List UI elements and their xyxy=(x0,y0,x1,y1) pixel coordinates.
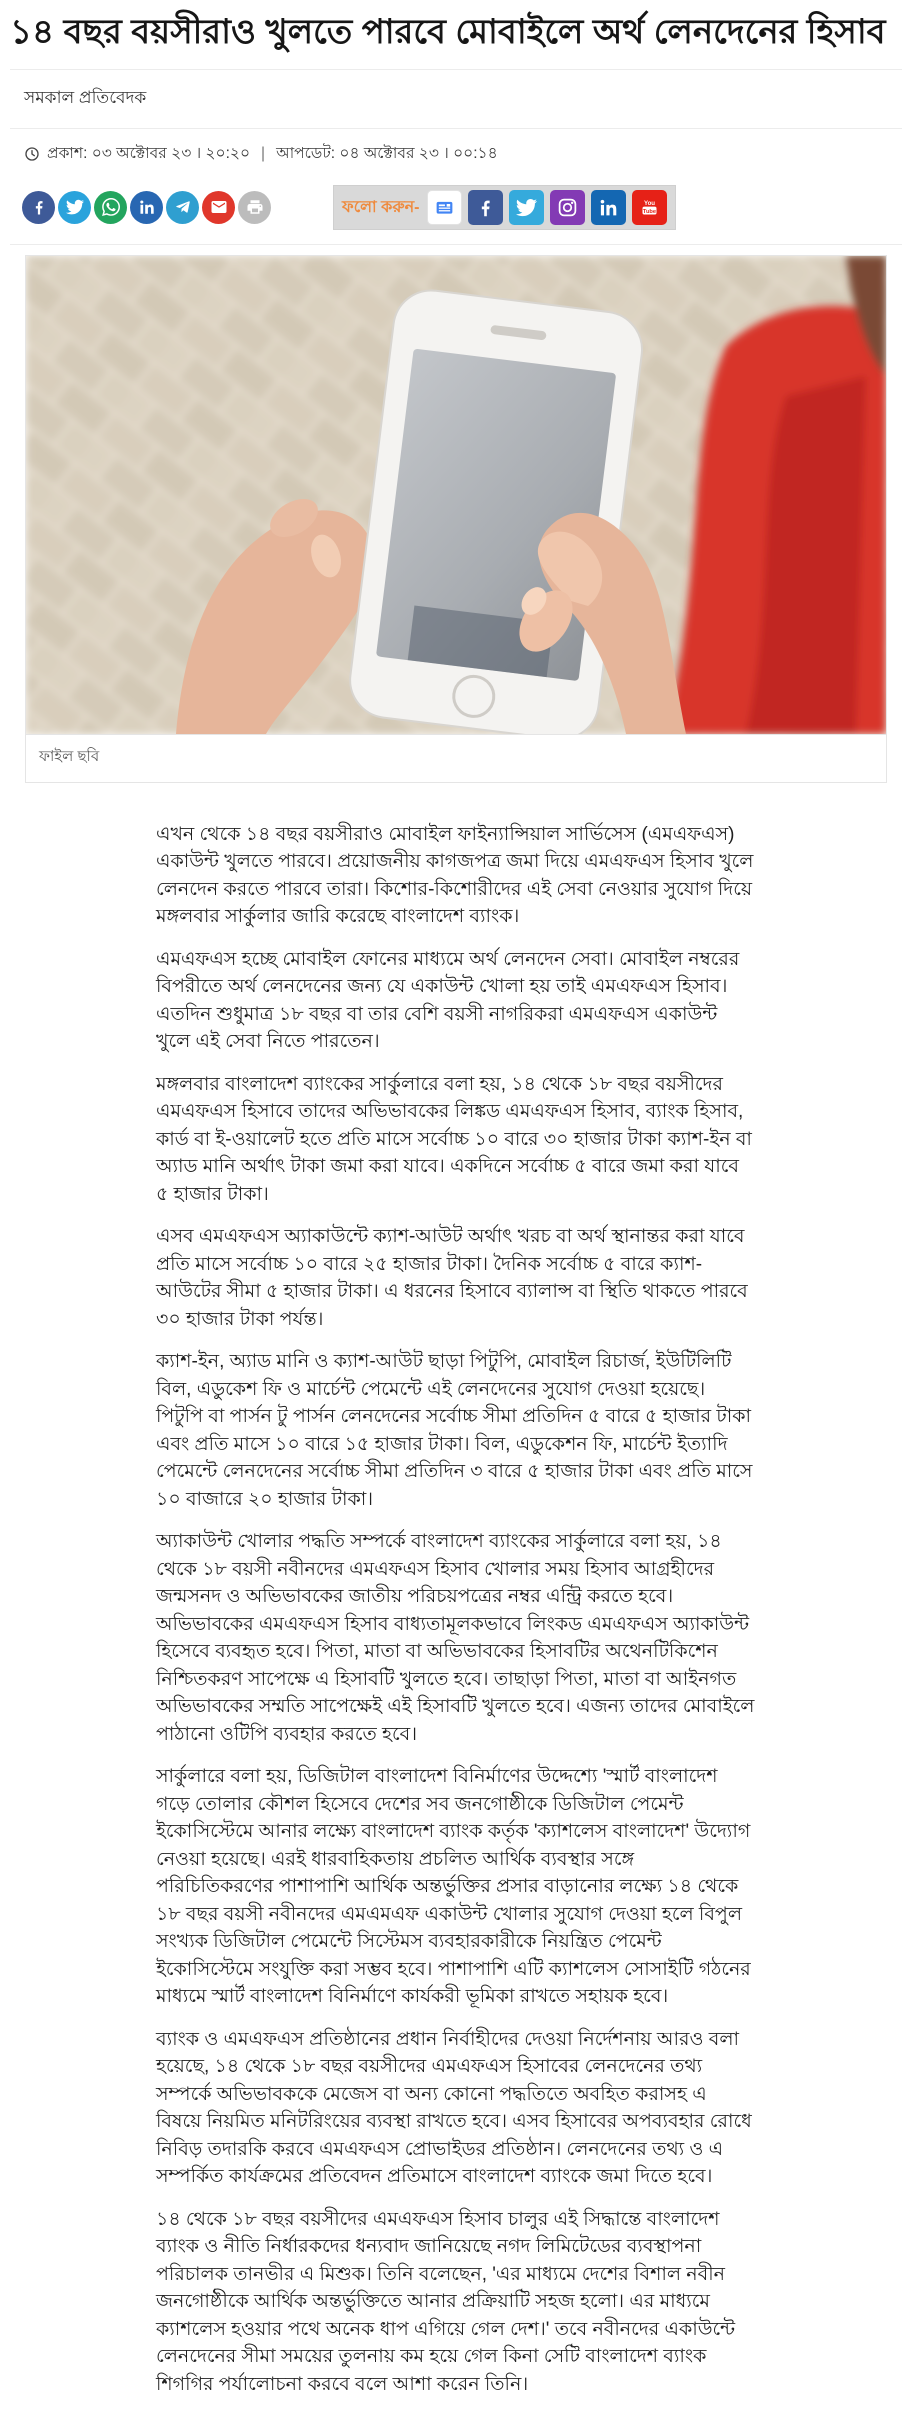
article-paragraph: ব্যাংক ও এমএফএস প্রতিষ্ঠানের প্রধান নির্বাহীদের দেওয়া নির্দেশনায় আরও বলা হয়েছে, ১৪ থেকে ১৮ বছর বয়সীদের এমএফএস হিসাবের লেনদেনের তথ্য সম্পর্কে অভিভাবককে মেজেস বা অন্য কোনো পদ্ধতিতে অবহিত করাসহ এ বিষয়ে নিয়মিত মনিটরিংয়ের ব্যবস্থা রাখতে হবে। এসব হিসাবের অপব্যবহার রোধে নিবিড় তদারকি করবে এমএফএস প্রোভাইডর প্রতিষ্ঠান। লেনদেনের তথ্য ও এ সম্পর্কিত কার্যক্রমের প্রতিবেদন প্রতিমাসে বাংলাদেশ ব্যাংকে জমা দিতে হবে। xyxy=(156,2028,752,2188)
article-page xyxy=(0,6,912,2398)
share-row xyxy=(10,173,902,244)
byline: সমকাল প্রতিবেদক xyxy=(24,87,147,107)
svg-text:Tube: Tube xyxy=(643,208,657,215)
google-news-follow-icon[interactable] xyxy=(427,190,462,225)
facebook-follow-icon[interactable] xyxy=(468,190,503,225)
publish-meta xyxy=(10,129,902,173)
article-paragraph: এমএফএস হচ্ছে মোবাইল ফোনের মাধ্যমে অর্থ লেনদেন সেবা। মোবাইল নম্বরের বিপরীতে অর্থ লেনদেনের জন্য যে একাউন্ট খোলা হয় তাই এমএফএস হিসাব। এতদিন শুধুমাত্র ১৮ বছর বা তার বেশি বয়সী নাগরিকরা এমএফএস একাউন্ট খুলে এই সেবা নিতে পারতেন। xyxy=(156,948,740,1053)
article-paragraph: অ্যাকাউন্ট খোলার পদ্ধতি সম্পর্কে বাংলাদেশ ব্যাংকের সার্কুলারে বলা হয়, ১৪ থেকে ১৮ বয়সী নবীনদের এমএফএস হিসাব খোলার সময় হিসাব আগ্রহীদের জন্মসনদ ও অভিভাবকের জাতীয় পরিচয়পত্রের নম্বর এন্ট্রি করতে হবে। অভিভাবকের এমএফএস হিসাব বাধ্যতামূলকভাবে লিংকড এমএফএস অ্যাকাউন্ট হিসেবে ব্যবহৃত হবে। পিতা, মাতা বা অভিভাবকের হিসাবটির অথেনটিকিশেন নিশ্চিতকরণ সাপেক্ষে এ হিসাবটি খুলতে হবে। তাছাড়া পিতা, মাতা বা আইনগত অভিভাবকের সম্মতি সাপেক্ষেই এই হিসাবটি খুলতে হবে। এজন্য তাদের মোবাইলে পাঠানো ওটিপি ব্যবহার করতে হবে। xyxy=(156,1531,755,1745)
svg-text:You: You xyxy=(644,199,656,207)
article-image xyxy=(26,256,886,734)
whatsapp-share-icon[interactable] xyxy=(94,191,127,224)
follow-icons xyxy=(427,190,667,225)
article-paragraph: এখন থেকে ১৪ বছর বয়সীরাও মোবাইল ফাইন্যান্সিয়াল সার্ভিসেস (এমএফএস) একাউন্ট খুলতে পারবে। প্রয়োজনীয় কাগজপত্র জমা দিয়ে এমএফএস হিসাব খুলে লেনদেন করতে পারবে তারা। কিশোর-কিশোরীদের এই সেবা নেওয়ার সুযোগ দিয়ে মঙ্গলবার সার্কুলার জারি করেছে বাংলাদেশ ব্যাংক। xyxy=(156,823,754,928)
youtube-follow-icon[interactable] xyxy=(632,190,667,225)
clock-icon xyxy=(24,146,40,162)
article-figure xyxy=(25,255,887,783)
article-paragraph: ১৪ থেকে ১৮ বছর বয়সীদের এমএফএস হিসাব চালুর এই সিদ্ধান্তে বাংলাদেশ ব্যাংক ও নীতি নির্ধারকদের ধন্যবাদ জানিয়েছে নগদ লিমিটেডের ব্যবস্থাপনা পরিচালক তানভীর এ মিশুক। তিনি বলেছেন, 'এর মাধ্যমে দেশের বিশাল নবীন জনগোষ্ঠীকে আর্থিক অন্তর্ভুক্তিতে আনার প্রক্রিয়াটি সহজ হলো। এর মাধ্যমে ক্যাশলেস হওয়ার পথে অনেক ধাপ এগিয়ে গেল দেশ।' তবে নবীনদের একাউন্টে লেনদেনের সীমা সময়ের তুলনায় কম হয়ে গেল কিনা সেটি বাংলাদেশ ব্যাংক শিগগির পর্যালোচনা করবে বলে আশা করেন তিনি। xyxy=(156,2208,736,2395)
follow-label: ফলো করুন- xyxy=(342,198,420,216)
facebook-share-icon[interactable] xyxy=(22,191,55,224)
article-paragraph: এসব এমএফএস অ্যাকাউন্টে ক্যাশ-আউট অর্থাৎ খরচ বা অর্থ স্থানান্তর করা যাবে প্রতি মাসে সর্বোচ্চ ১০ বারে ২৫ হাজার টাকা। দৈনিক সর্বোচ্চ ৫ বারে ক্যাশ-আউটের সীমা ৫ হাজার টাকা। এ ধরনের হিসাবে ব্যালান্স বা স্থিতি থাকতে পারবে ৩০ হাজার টাকা পর্যন্ত। xyxy=(156,1226,748,1330)
follow-box xyxy=(333,185,676,230)
article-paragraph: ক্যাশ-ইন, অ্যাড মানি ও ক্যাশ-আউট ছাড়া পিটুপি, মোবাইল রিচার্জ, ইউটিলিটি বিল, এডুকেশ ফি ও মার্চেন্ট পেমেন্টে এই লেনদেনের সুযোগ দেওয়া হয়েছে। পিটুপি বা পার্সন টু পার্সন লেনদেনের সর্বোচ্চ সীমা প্রতিদিন ৫ বারে ৫ হাজার টাকা এবং প্রতি মাসে ১০ বারে ১৫ হাজার টাকা। বিল, এডুকেশন ফি, মার্চেন্ট ইত্যাদি পেমেন্টে লেনদেনের সর্বোচ্চ সীমা প্রতিদিন ৩ বারে ৫ হাজার টাকা এবং প্রতি মাসে ১০ বাজারে ২০ হাজার টাকা। xyxy=(156,1351,753,1510)
linkedin-share-icon[interactable] xyxy=(130,191,163,224)
phone-illustration xyxy=(346,286,647,734)
share-icons xyxy=(22,191,271,224)
updated-time: আপডেট: ০৪ অক্টোবর ২৩ । ০০:১৪ xyxy=(276,144,498,162)
published-time: প্রকাশ: ০৩ অক্টোবর ২৩ । ২০:২০ xyxy=(47,144,251,162)
image-caption: ফাইল ছবি xyxy=(26,734,886,782)
article-body xyxy=(156,821,756,2399)
meta-separator: | xyxy=(261,144,266,162)
divider xyxy=(10,244,902,245)
twitter-follow-icon[interactable] xyxy=(509,190,544,225)
article-paragraph: সার্কুলারে বলা হয়, ডিজিটাল বাংলাদেশ বিনির্মাণের উদ্দেশ্যে 'স্মার্ট বাংলাদেশ গড়ে তোলার কৌশল হিসেবে দেশের সব জনগোষ্ঠীকে ডিজিটাল পেমেন্ট ইকোসিস্টেমে আনার লক্ষ্যে বাংলাদেশ ব্যাংক কর্তৃক 'ক্যাশলেস বাংলাদেশ' উদ্যোগ নেওয়া হয়েছে। এরই ধারবাহিকতায় প্রচলিত আর্থিক ব্যবস্থার সঙ্গে পরিচিতিকরণের পাশাপাশি আর্থিক অন্তর্ভুক্তির প্রসার বাড়ানোর লক্ষ্যে ১৪ থেকে ১৮ বছর বয়সী নবীনদের এমএমএফ একাউন্ট খোলার সুযোগ দেওয়া হলে বিপুল সংখ্যক ডিজিটাল পেমেন্টে সিস্টেমস ব্যবহারকারীকে নিয়ন্ত্রিত পেমেন্ট ইকোসিস্টেমে সংযুক্তি করা সম্ভব হবে। পাশাপাশি এটি ক্যাশলেস সোসাইটি গঠনের মাধ্যমে স্মার্ট বাংলাদেশ বিনির্মাণে কার্যকরী ভূমিকা রাখতে সহায়ক হবে। xyxy=(156,1766,751,2008)
email-share-icon[interactable] xyxy=(202,191,235,224)
page-title: ১৪ বছর বয়সীরাও খুলতে পারবে মোবাইলে অর্থ লেনদেনের হিসাব xyxy=(10,13,886,51)
linkedin-follow-icon[interactable] xyxy=(591,190,626,225)
article-paragraph: মঙ্গলবার বাংলাদেশ ব্যাংকের সার্কুলারে বলা হয়, ১৪ থেকে ১৮ বছর বয়সীদের এমএফএস হিসাবে তাদের অভিভাবকের লিঙ্কড এমএফএস হিসাব, ব্যাংক হিসাব, কার্ড বা ই-ওয়ালেট হতে প্রতি মাসে সর্বোচ্চ ১০ বারে ৩০ হাজার টাকা ক্যাশ-ইন বা অ্যাড মানি অর্থাৎ টাকা জমা করা যাবে। একদিনে সর্বোচ্চ ৫ বারে জমা করা যাবে ৫ হাজার টাকা। xyxy=(156,1073,752,1205)
print-share-icon[interactable] xyxy=(238,191,271,224)
twitter-share-icon[interactable] xyxy=(58,191,91,224)
telegram-share-icon[interactable] xyxy=(166,191,199,224)
instagram-follow-icon[interactable] xyxy=(550,190,585,225)
